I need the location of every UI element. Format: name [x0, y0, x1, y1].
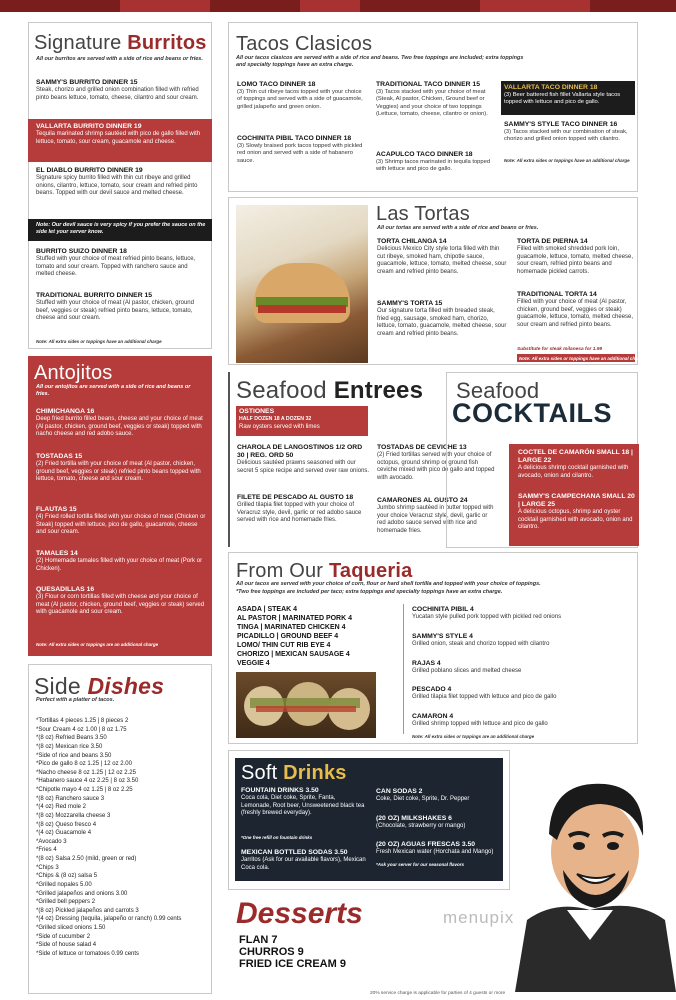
- menu-item: [377, 238, 507, 276]
- menu-item: [376, 815, 500, 831]
- item-desc: Delicious Mexico City style torta filled with thin cut ribeye, smoked ham, chipotle sauce, guacamole, lettuce, tomato, melted cheese, sour cream and refried pinto beans.: [377, 246, 507, 275]
- item-desc: (3) Tacos stacked with our combination of steak, chorizo and grilled onion topped with cilantro.: [504, 129, 628, 143]
- menu-item: [237, 444, 371, 475]
- item-desc: Signature spicy burrito filled with thin cut ribeye and grilled onions, cilantro, lettuce, tomato, sour cream and refried pinto beans. Topped with our devil sauce and melted cheese.: [36, 175, 198, 197]
- sides-subtitle: Perfect with a platter of tacos.: [36, 697, 115, 703]
- menu-item: [241, 787, 365, 818]
- dessert-item: FRIED ICE CREAM 9: [239, 958, 346, 970]
- item-desc: Coke, Diet coke, Sprite, Dr. Pepper: [376, 796, 470, 802]
- taco-item: ASADA | STEAK 4: [237, 606, 298, 613]
- item-name: FILETE DE PESCADO AL GUSTO 18: [237, 494, 354, 501]
- item-name: RAJAS 4: [412, 660, 441, 667]
- menu-item: [241, 849, 367, 872]
- torta-photo: [236, 205, 368, 363]
- menu-item: [36, 248, 206, 279]
- side-item: *(8 oz) Mexican rice 3.50: [36, 743, 103, 750]
- taqueria-note: Note: All extra sides or toppings are an additional charge: [412, 734, 535, 739]
- item-name: ACAPULCO TACO DINNER 18: [376, 151, 473, 158]
- item-name: (20 OZ) AGUAS FRESCAS 3.50: [376, 841, 476, 848]
- dessert-item: FLAN 7: [239, 934, 278, 946]
- menu-item: [237, 81, 365, 111]
- menu-item: [504, 121, 632, 144]
- side-item: *Side of house salad 4: [36, 942, 97, 949]
- menu-item-featured: [36, 123, 206, 146]
- side-item: *Grilled sliced onions 1.50: [36, 925, 106, 931]
- banner-stripe: [300, 0, 360, 12]
- item-name: TOSTADAS 15: [36, 453, 83, 460]
- taco-item: LOMO/ THIN CUT RIB EYE 4: [237, 642, 331, 649]
- side-item: *Chips 3: [36, 864, 59, 871]
- tacos-subtitle: All our tacos clasicos are served with a side of rice and beans. Two free toppings are included; extra toppings and specialty toppings have an extra charge.: [236, 55, 524, 68]
- taco-item: AL PASTOR | MARINATED PORK 4: [237, 615, 353, 622]
- topping-shape: [256, 706, 356, 712]
- tomato-shape: [258, 305, 346, 313]
- item-name: SAMMY'S CAMPECHANA SMALL 20 | LARGE 25: [518, 493, 635, 508]
- tacos-title: Tacos Clasicos: [236, 33, 373, 55]
- chef-mascot-icon: [505, 770, 676, 992]
- item-name: BURRITO SUIZO DINNER 18: [36, 248, 127, 255]
- side-item: *Grilled jalapeños and onions 3.00: [36, 890, 128, 897]
- item-name: TRADITIONAL BURRITO DINNER 15: [36, 292, 153, 299]
- sides-title: Side Dishes: [34, 673, 165, 699]
- menu-item: [36, 506, 206, 537]
- item-desc: Grilled poblano slices and melted cheese: [412, 668, 522, 674]
- item-desc: Stuffed with your choice of meat refried pinto beans, lettuce, tomato and sour cream. Topped with ranchero sauce and melted cheese.: [36, 256, 196, 278]
- item-name: LOMO TACO DINNER 18: [237, 81, 316, 88]
- side-item: *(8 oz) Ranchero sauce 3: [36, 795, 105, 802]
- antojitos-subtitle: All our antojitos are served with a side of rice and beans or fries.: [36, 384, 191, 397]
- menu-item: [517, 291, 635, 329]
- footer-note: 20% service charge is applicable for parties of 4 guests or more: [370, 991, 506, 996]
- side-item: *(8 oz) Queso fresco 4: [36, 821, 97, 828]
- side-item: *Nacho cheese 8 oz 1.25 | 12 oz 2.25: [36, 769, 136, 776]
- item-desc: (2) Homemade tamales filled with your choice of meat (Pork or Chicken).: [36, 558, 203, 572]
- item-desc: A delicious octopus, shrimp and oyster cocktail garnished with avocado, onion and cilantro.: [518, 509, 633, 531]
- bread-shape: [254, 263, 350, 323]
- item-name: EL DIABLO BURRITO DINNER 19: [36, 167, 143, 174]
- side-item: *Tortillas 4 pieces 1.25 | 8 pieces 2: [36, 718, 129, 724]
- top-banner: [0, 0, 676, 12]
- item-name: FLAUTAS 15: [36, 506, 77, 513]
- item-name: SAMMY'S BURRITO DINNER 15: [36, 79, 138, 86]
- side-item: *Chipotle mayo 4 oz 1.25 | 8 oz 2.25: [36, 787, 133, 793]
- item-desc: Filled with smoked shredded pork loin, guacamole, lettuce, tomato, melted cheese, sour cream, refried pinto beans and homemade pickled carrots.: [517, 246, 634, 275]
- item-name: CAN SODAS 2: [376, 788, 423, 795]
- side-item: *(8 oz) Salsa 2.50 (mild, green or red): [36, 856, 137, 862]
- menu-item: [412, 713, 632, 729]
- side-item: *Side of rice and beans 3.50: [36, 752, 112, 759]
- item-name: COCTEL DE CAMARÓN SMALL 18 | LARGE 22: [518, 449, 633, 464]
- menu-item: [376, 81, 494, 118]
- side-item: *(4 oz) Guacamole 4: [36, 830, 92, 837]
- burritos-title: Signature Burritos: [34, 32, 207, 54]
- menu-item: [377, 300, 507, 338]
- menu-item: [376, 841, 502, 857]
- item-name: CHAROLA DE LANGOSTINOS 1/2 ORD 30 | REG. ORD 50: [237, 444, 363, 459]
- side-item: *Grilled nopales 5.00: [36, 881, 92, 888]
- item-desc: Fresh Mexican water (Horchata and Mango): [376, 849, 494, 855]
- tortas-note: Note: All extra sides or toppings have an additional charge: [519, 356, 645, 361]
- item-desc: Filled with your choice of meat (Al pastor, chicken, ground beef, veggies or steak) guacamole, lettuce, tomato, melted cheese, sour cream and refried pinto beans.: [517, 299, 634, 328]
- devil-note: Note: Our devil sauce is very spicy if you prefer the sauce on the side let your server know.: [36, 222, 206, 235]
- taqueria-subtitle-2: *Two free toppings are included per taco; extra toppings and specialty toppings have an extra charge.: [236, 589, 503, 595]
- menu-item: [412, 686, 632, 702]
- item-desc: Steak, chorizo and grilled onion combination filled with refried pinto beans lettuce, tomato, cheese, cilantro and sour cream.: [36, 87, 199, 101]
- sides-list: [36, 717, 216, 959]
- menu-item: [237, 494, 371, 525]
- divider: [228, 372, 230, 547]
- item-name: TAMALES 14: [36, 550, 78, 557]
- item-name: CHIMICHANGA 16: [36, 408, 95, 415]
- menu-item: [518, 449, 636, 480]
- item-name: SAMMY'S STYLE TACO DINNER 16: [504, 121, 618, 128]
- item-price: HALF DOZEN 18 A DOZEN 32: [239, 416, 312, 422]
- item-desc: (Chocolate, strawberry or mango): [376, 823, 466, 829]
- menu-item: [36, 453, 206, 484]
- banner-stripe: [120, 0, 210, 12]
- mascot-eye: [607, 842, 619, 850]
- item-name: CAMARONES AL GUSTO 24: [377, 497, 468, 504]
- item-name: TORTA DE PIERNA 14: [517, 238, 588, 245]
- item-desc: Our signature torta filled with breaded steak, fried egg, sausage, smoked ham, chorizo, lettuce, tomato, guacamole, melted cheese, sour cream and refried pinto beans.: [377, 308, 507, 337]
- cocktails-title-a: Seafood: [456, 378, 540, 403]
- item-desc: Coca cola, Diet coke, Sprite, Fanta, Lemonade, Root beer, Unsweetened black tea (freshly brewed everyday).: [241, 795, 365, 817]
- tacos-photo: [236, 672, 376, 738]
- taco-item: PICADILLO | GROUND BEEF 4: [237, 633, 339, 640]
- drinks-title: Soft Drinks: [241, 762, 347, 784]
- item-name: PESCADO 4: [412, 686, 452, 693]
- item-name: COCHINITA PIBIL TACO DINNER 18: [237, 135, 352, 142]
- watermark: menupix: [443, 908, 515, 927]
- side-item: *(4 oz) Dressing (tequila, jalapeño or ranch) 0.99 cents: [36, 916, 182, 923]
- side-item: *Chips & (8 oz) salsa 5: [36, 873, 98, 880]
- item-desc: Jumbo shrimp sautéed in butter topped with your choice Veracruz style, devil, garlic or red adobo sauce served with rice and homemade fries.: [377, 505, 494, 534]
- side-item: *Avocado 3: [36, 838, 67, 845]
- item-name: (20 OZ) MILKSHAKES 6: [376, 815, 452, 822]
- item-name: FOUNTAIN DRINKS 3.50: [241, 787, 319, 794]
- menu-item: [36, 550, 206, 573]
- menu-item: [518, 493, 636, 532]
- menu-item: [237, 135, 365, 165]
- item-desc: (4) Fried rolled tortilla filled with your choice of meat (Chicken or Steak) topped with lettuce, pico de gallo, guacamole, cheese and sour cream.: [36, 514, 206, 536]
- side-item: *Side of lettuce or tomatoes 0.99 cents: [36, 950, 140, 957]
- menu-item: [412, 660, 632, 676]
- taco-item: VEGGIE 4: [237, 660, 270, 667]
- menu-item: [376, 788, 500, 804]
- item-name: TORTA CHILANGA 14: [377, 238, 447, 245]
- menu-item: [36, 408, 206, 439]
- side-item: *(8 oz) Pickled jalapeños and carrots 3: [36, 907, 139, 914]
- item-desc: (3) Beer battered fish fillet Vallarta style tacos topped with lettuce and pico de gallo.: [504, 92, 621, 106]
- item-name: OSTIONES: [239, 408, 275, 415]
- side-item: *(4 oz) Red mole 2: [36, 804, 87, 811]
- mascot-eye: [573, 842, 585, 850]
- item-desc: A delicious shrimp cocktail garnished with avocado, onion and cilantro.: [518, 465, 629, 479]
- menu-item: [412, 606, 632, 622]
- taqueria-title: From Our Taqueria: [236, 560, 413, 582]
- item-name: SAMMY'S STYLE 4: [412, 633, 473, 640]
- item-desc: Tequila marinated shrimp sautéed with pico de gallo filled with lettuce, tomato, sour cream, guacamole and cheese.: [36, 131, 201, 145]
- side-item: *Side of cucumber 2: [36, 933, 91, 940]
- item-name: SAMMY'S TORTA 15: [377, 300, 443, 307]
- item-desc: (3) Flour or corn tortillas filled with cheese and your choice of meat (Al pastor, chicken, ground beef, veggies or steak) served with guacamole and sour cream.: [36, 594, 205, 616]
- menu-item: [36, 586, 206, 617]
- side-item: *Habanero sauce 4 oz 2.25 | 8 oz 3.50: [36, 778, 139, 785]
- side-item: *Fries 4: [36, 847, 57, 854]
- item-desc: (3) Thin cut ribeye tacos topped with your choice of toppings and served with a side of guacamole, grilled jalapeño and green onion.: [237, 89, 363, 110]
- menu-item-featured: [239, 408, 365, 431]
- item-desc: Delicious sautéed prawns seasoned with our secret 5 spice recipe and served over raw onions.: [237, 460, 370, 474]
- item-desc: Yucatan style pulled pork topped with pickled red onions: [412, 614, 562, 620]
- seafood-title: Seafood Entrees: [236, 377, 424, 404]
- item-name: CAMARON 4: [412, 713, 454, 720]
- burritos-subtitle: All our burritos are served with a side of rice and beans or fries.: [36, 56, 203, 62]
- item-desc: Stuffed with your choice of meat (Al pastor, chicken, ground beef, veggies or steak) refried pinto beans, lettuce, tomato, cheese and sour cream.: [36, 300, 194, 322]
- side-item: *(8 oz) Mozzarella cheese 3: [36, 812, 111, 819]
- item-name: TRADITIONAL TORTA 14: [517, 291, 597, 298]
- item-name: COCHINITA PIBIL 4: [412, 606, 474, 613]
- taco-item: TINGA | MARINATED CHICKEN 4: [237, 624, 346, 631]
- tortas-substitute: Substitute for steak milanesa for 1.99: [517, 347, 603, 352]
- taqueria-subtitle: All our tacos are served with your choice of corn, flour or hard shell tortilla and topped with your choice of toppings.: [236, 581, 541, 587]
- side-item: *Pico de gallo 8 oz 1.25 | 12 oz 2.00: [36, 761, 132, 768]
- item-desc: (2) Fried tortillas served with your choice of octopus, ground shrimp or ground fish ceviche mixed with pico de gallo and topped with avocado.: [377, 452, 495, 481]
- menu-item: [36, 79, 206, 102]
- item-name: TOSTADAS DE CEVICHE 13: [377, 444, 467, 451]
- item-name: VALLARTA BURRITO DINNER 19: [36, 123, 142, 130]
- menu-item: [517, 238, 635, 276]
- menu-item: [36, 167, 206, 198]
- item-name: VALLARTA TACO DINNER 18: [504, 84, 598, 91]
- antojitos-note: Note: All extra sides or toppings are an additional charge: [36, 642, 159, 647]
- burritos-note: Note: All extra sides or toppings have an additional charge: [36, 339, 162, 344]
- item-desc: (2) Fried tortilla with your choice of meat (Al pastor, chicken, ground beef, veggies or steak) refried pinto beans topped with lettuce, tomato, cheese and sour cream.: [36, 461, 201, 483]
- item-desc: Raw oysters served with limes: [239, 423, 320, 430]
- menu-item: [36, 292, 206, 323]
- item-desc: Grilled onion, steak and chorizo topped with cilantro: [412, 641, 550, 647]
- side-item: *(8 oz) Refried Beans 3.50: [36, 735, 107, 742]
- item-name: MEXICAN BOTTLED SODAS 3.50: [241, 849, 348, 856]
- item-name: TRADITIONAL TACO DINNER 15: [376, 81, 480, 88]
- cocktails-title-b: COCKTAILS: [452, 398, 612, 428]
- item-desc: (3) Slowly braised pork tacos topped with pickled red onion and served with a side of habanero sauce.: [237, 143, 363, 164]
- side-item: *Grilled bell peppers 2: [36, 899, 96, 906]
- taco-item: CHORIZO | MEXICAN SAUSAGE 4: [237, 651, 350, 658]
- tortas-title: Las Tortas: [376, 203, 470, 225]
- item-desc: Jarritos (Ask for our available flavors), Mexican Coca cola.: [241, 857, 366, 871]
- menu-item: [376, 151, 494, 174]
- seasonal-note: *Ask your server for our seasonal flavors: [376, 862, 465, 867]
- refill-note: *One free refill on fountain drinks: [241, 835, 313, 840]
- dessert-item: CHURROS 9: [239, 946, 304, 958]
- antojitos-title: Antojitos: [34, 362, 113, 384]
- desserts-title: Desserts: [236, 897, 363, 930]
- item-desc: Grilled tilapia filet topped with your choice of Veracruz style, devil, garlic or red adobo sauce served with rice and homemade fries.: [237, 502, 362, 524]
- item-name: QUESADILLAS 16: [36, 586, 95, 593]
- item-desc: (3) Shrimp tacos marinated in tequila topped with lettuce and pico de gallo.: [376, 159, 491, 173]
- banner-stripe: [480, 0, 590, 12]
- item-desc: Grilled shrimp topped with lettuce and pico de gallo: [412, 721, 548, 727]
- divider: [403, 604, 404, 734]
- item-desc: Deep fried burrito filled beans, cheese and your choice of meat (Al pastor, chicken, ground beef, veggies or steak) topped with nacho cheese and red adobo sauce.: [36, 416, 203, 438]
- side-item: *Sour Cream 4 oz 1.00 | 8 oz 1.75: [36, 726, 127, 733]
- item-desc: (3) Tacos stacked with your choice of meat (Steak, Al pastor, Chicken, Ground beef or Veggies) and your choice of two toppings (Lettuce, tomato, cheese, cilantro or onion).: [376, 89, 488, 117]
- menu-item: [412, 633, 632, 649]
- tortas-subtitle: All our tortas are served with a side of rice and beans or fries.: [377, 225, 539, 231]
- tacos-note: Note: All extra sides or toppings have an additional charge: [504, 158, 630, 163]
- item-desc: Grilled tilapia filet topped with lettuce and pico de gallo: [412, 694, 557, 700]
- menu-item-featured: [504, 84, 632, 107]
